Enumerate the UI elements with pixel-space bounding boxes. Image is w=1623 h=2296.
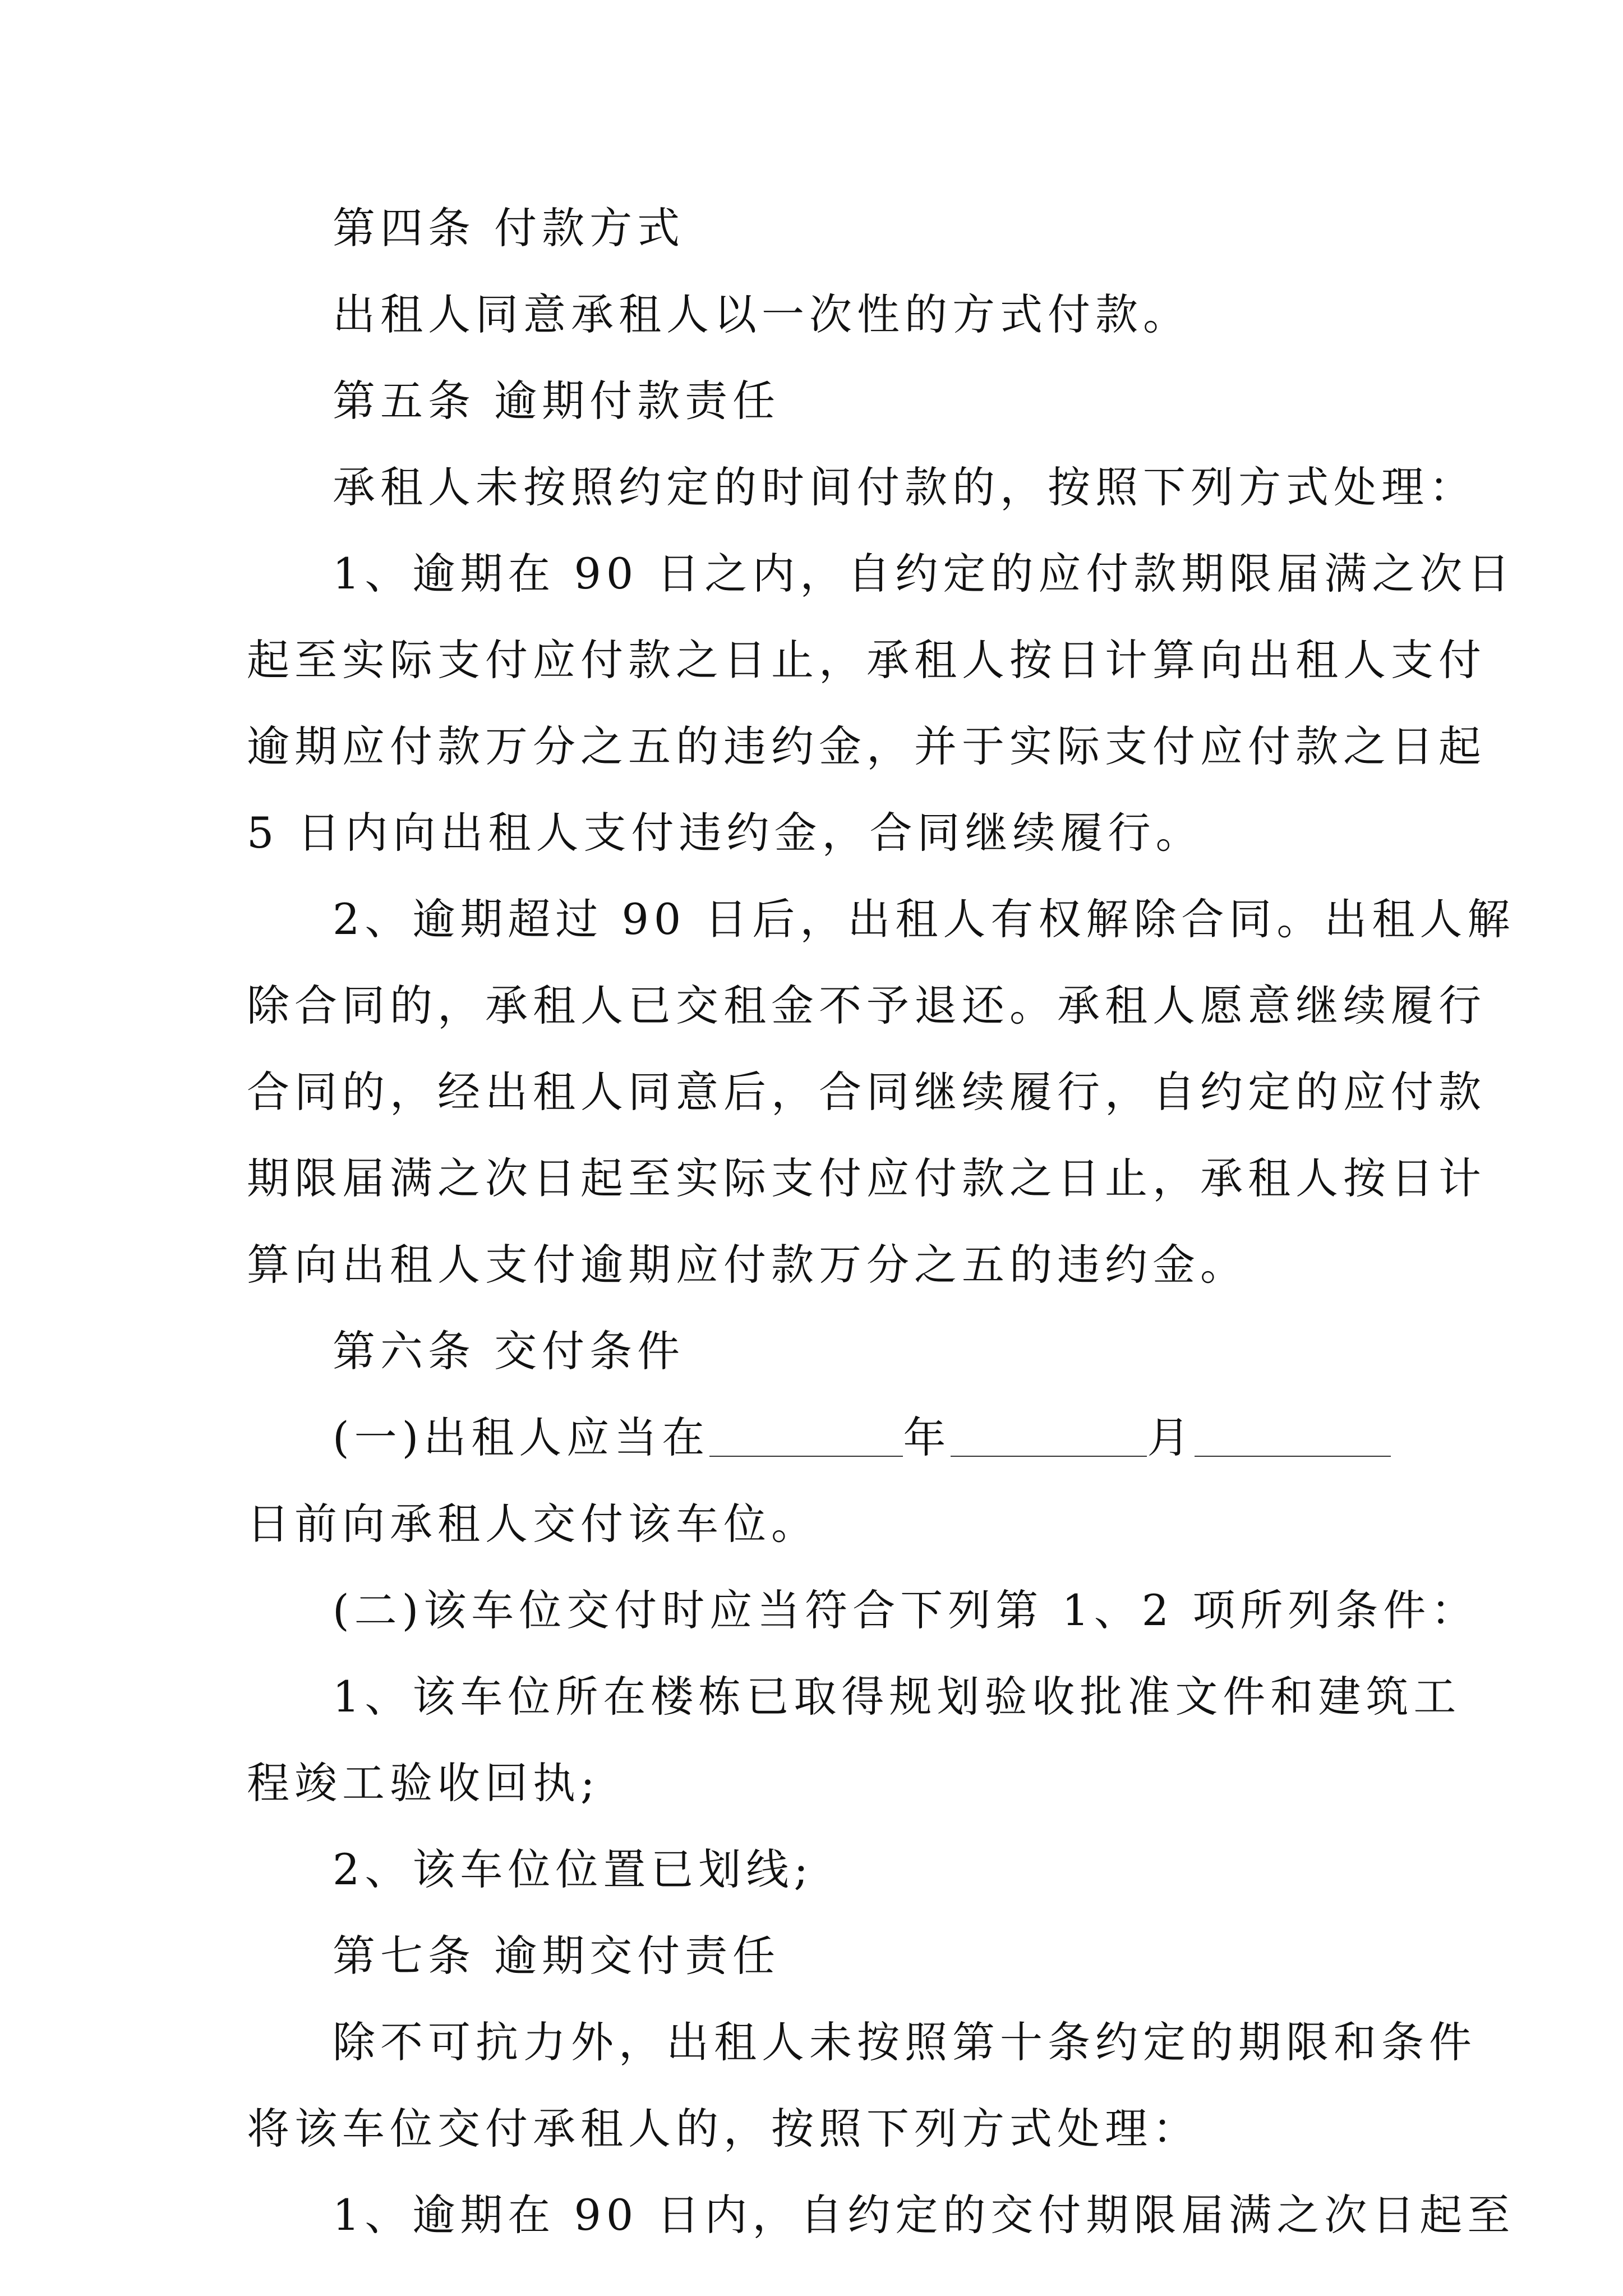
paragraph-line: 除不可抗力外，出租人未按照第十条约定的期限和条件	[333, 2017, 1477, 2067]
paragraph-line: 起至实际支付应付款之日止，承租人按日计算向出租人支付	[247, 635, 1486, 685]
paragraph-line: 1、逾期在 90 日内，自约定的交付期限届满之次日起至	[333, 2190, 1515, 2240]
paragraph-line: 合同的，经出租人同意后，合同继续履行，自约定的应付款	[247, 1067, 1486, 1117]
paragraph-line: (二)该车位交付时应当符合下列第 1、2 项所列条件：	[333, 1585, 1479, 1635]
delivery-date-line	[247, 1395, 1388, 1481]
year-label: 年	[903, 1412, 951, 1462]
paragraph-line: 期限届满之次日起至实际支付应付款之日止，承租人按日计	[247, 1153, 1486, 1203]
paragraph-line: 5 日内向出租人支付违约金，合同继续履行。	[247, 808, 1204, 858]
blank-year-field	[709, 1456, 903, 1457]
paragraph-line: 程竣工验收回执;	[247, 1758, 600, 1808]
article-6-heading: 第六条 交付条件	[333, 1326, 685, 1376]
delivery-date-prefix: (一)出租人应当在	[333, 1412, 710, 1462]
month-label: 月	[1147, 1412, 1195, 1462]
paragraph-line: 2、逾期超过 90 日后，出租人有权解除合同。出租人解	[333, 894, 1515, 944]
document-body	[247, 185, 1515, 2258]
paragraph-line: 承租人未按照约定的时间付款的，按照下列方式处理：	[333, 462, 1477, 512]
paragraph-line: 1、逾期在 90 日之内，自约定的应付款期限届满之次日	[333, 549, 1515, 599]
article-4-heading: 第四条 付款方式	[333, 203, 685, 253]
paragraph-line: 日前向承租人交付该车位。	[247, 1499, 819, 1549]
paragraph-line: 出租人同意承租人以一次性的方式付款。	[333, 289, 1191, 339]
article-7-heading: 第七条 逾期交付责任	[333, 1931, 781, 1981]
paragraph-line: 算向出租人支付逾期应付款万分之五的违约金。	[247, 1240, 1248, 1290]
paragraph-line: 逾期应付款万分之五的违约金，并于实际支付应付款之日起	[247, 721, 1486, 771]
article-5-heading: 第五条 逾期付款责任	[333, 376, 781, 426]
paragraph-line: 将该车位交付承租人的，按照下列方式处理：	[247, 2104, 1200, 2154]
paragraph-line: 1、该车位所在楼栋已取得规划验收批准文件和建筑工	[333, 1672, 1461, 1722]
blank-month-field	[951, 1456, 1147, 1457]
paragraph-line: 除合同的，承租人已交租金不予退还。承租人愿意继续履行	[247, 981, 1486, 1030]
paragraph-line: 2、该车位位置已划线;	[333, 1844, 813, 1894]
blank-day-field	[1195, 1456, 1391, 1457]
